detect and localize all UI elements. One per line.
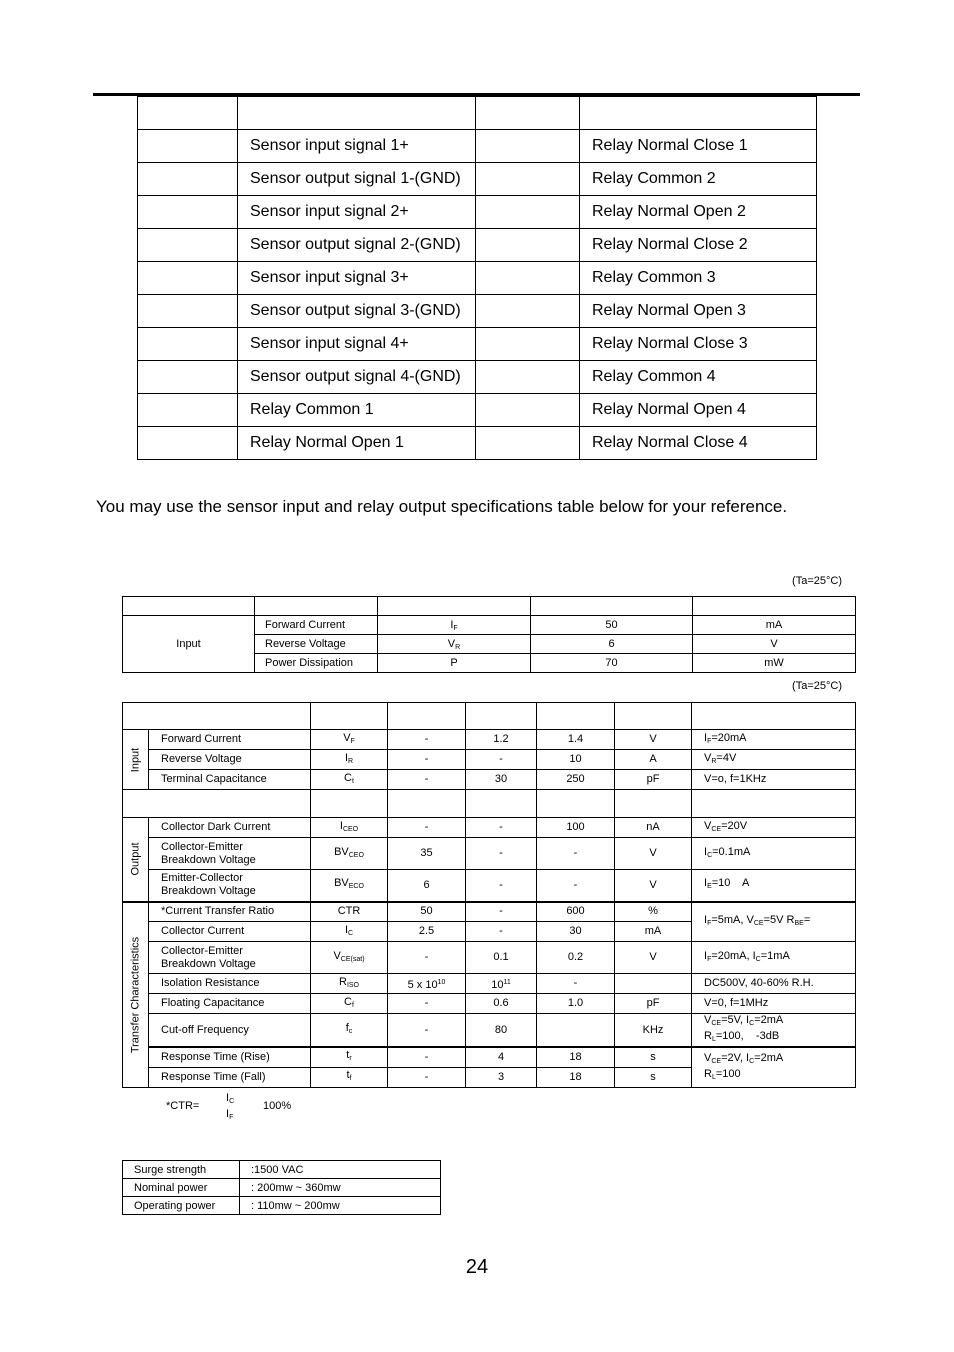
- pin-row: [138, 229, 817, 262]
- eo-symbol: $t_r$: [311, 1047, 388, 1067]
- eo-unit: nA: [615, 818, 692, 838]
- pin-number-right: [476, 196, 580, 229]
- eo-condition-ctr: $I_F=5mA$, $V_{CE}=5V$ $R_{BE}=$: [692, 902, 856, 942]
- eo-symbol: $I_R$: [311, 750, 388, 770]
- eo-typ: -: [466, 838, 537, 870]
- eo-max: 18: [537, 1047, 615, 1067]
- eo-param: Response Time (Fall): [149, 1067, 311, 1087]
- amax-param: Power Dissipation: [255, 654, 378, 673]
- eo-max: 600: [537, 902, 615, 922]
- pin-function-left: Sensor input signal 2+: [238, 196, 476, 229]
- pin-row: [138, 196, 817, 229]
- eo-param: Terminal Capacitance: [149, 770, 311, 790]
- eo-typ: $10^{11}$: [466, 974, 537, 994]
- eo-symbol: $I_C$: [311, 922, 388, 942]
- eo-condition: $I_E=10$ A: [692, 870, 856, 902]
- eo-condition-rt: $V_{CE}=2V$, $I_C=2mA$ $R_L=100$: [692, 1047, 856, 1087]
- transfer-group-label: Transfer Characteristics: [123, 902, 149, 1088]
- pin-number-right: [476, 427, 580, 460]
- eo-symbol: $I_{CEO}$: [311, 818, 388, 838]
- eo-min: -: [388, 818, 466, 838]
- eo-min: -: [388, 1067, 466, 1087]
- eo-max: 250: [537, 770, 615, 790]
- electro-optical-table: [122, 702, 856, 1088]
- eo-symbol: $f_c$: [311, 1014, 388, 1048]
- eo-typ: -: [466, 870, 537, 902]
- eo-max: [537, 1014, 615, 1048]
- pin-number-left: [138, 262, 238, 295]
- pin-function-right: Relay Common 4: [580, 361, 817, 394]
- pin-function-right: [580, 97, 817, 130]
- pin-function-right: Relay Normal Close 4: [580, 427, 817, 460]
- eo-symbol: $V_F$: [311, 730, 388, 750]
- pin-function-left: [238, 97, 476, 130]
- pin-function-left: Sensor input signal 4+: [238, 328, 476, 361]
- eo-max: 100: [537, 818, 615, 838]
- eo-typ: 0.1: [466, 942, 537, 974]
- eo-unit: %: [615, 902, 692, 922]
- eo-min: -: [388, 1047, 466, 1067]
- pin-function-right: Relay Common 3: [580, 262, 817, 295]
- amax-value: 6: [531, 635, 693, 654]
- eo-min: -: [388, 750, 466, 770]
- eo-typ: -: [466, 750, 537, 770]
- eo-max: -: [537, 870, 615, 902]
- eo-unit: V: [615, 730, 692, 750]
- eo-min: -: [388, 770, 466, 790]
- amax-param: Reverse Voltage: [255, 635, 378, 654]
- eo-param: Collector Dark Current: [149, 818, 311, 838]
- eo-symbol: $BV_{ECO}$: [311, 870, 388, 902]
- pin-number-right: [476, 262, 580, 295]
- pin-function-right: Relay Normal Close 1: [580, 130, 817, 163]
- eo-symbol: $t_f$: [311, 1067, 388, 1087]
- amax-unit: mA: [693, 616, 856, 635]
- pin-number-left: [138, 97, 238, 130]
- pin-row: [138, 427, 817, 460]
- eo-symbol: $BV_{CEO}$: [311, 838, 388, 870]
- relay-value: : 200mw ~ 360mw: [240, 1179, 441, 1197]
- pin-row: [138, 97, 817, 130]
- amax-unit: mW: [693, 654, 856, 673]
- eo-min: 2.5: [388, 922, 466, 942]
- eo-symbol: $V_{CE(sat)}$: [311, 942, 388, 974]
- eo-condition: V=o, f=1KHz: [692, 770, 856, 790]
- pin-function-right: Relay Common 2: [580, 163, 817, 196]
- pin-function-left: Sensor output signal 1-(GND): [238, 163, 476, 196]
- input-group-label: Input: [123, 730, 149, 790]
- eo-unit: mA: [615, 922, 692, 942]
- pin-row: [138, 163, 817, 196]
- pin-row: [138, 130, 817, 163]
- amax-symbol: $V_R$: [378, 635, 531, 654]
- pin-number-left: [138, 229, 238, 262]
- eo-unit: A: [615, 750, 692, 770]
- eo-param: Collector-Emitter Breakdown Voltage: [149, 942, 311, 974]
- pin-number-right: [476, 394, 580, 427]
- eo-param: *Current Transfer Ratio: [149, 902, 311, 922]
- amax-symbol: P: [378, 654, 531, 673]
- eo-param: Collector-Emitter Breakdown Voltage: [149, 838, 311, 870]
- eo-min: -: [388, 942, 466, 974]
- eo-unit: V: [615, 870, 692, 902]
- eo-typ: -: [466, 818, 537, 838]
- pin-number-right: [476, 97, 580, 130]
- eo-param: Reverse Voltage: [149, 750, 311, 770]
- pin-number-left: [138, 328, 238, 361]
- eo-param: Cut-off Frequency: [149, 1014, 311, 1048]
- eo-symbol: $R_{ISO}$: [311, 974, 388, 994]
- pin-number-right: [476, 163, 580, 196]
- eo-unit: KHz: [615, 1014, 692, 1048]
- eo-condition: V=0, f=1MHz: [692, 994, 856, 1014]
- eo-max: 18: [537, 1067, 615, 1087]
- pin-row: [138, 394, 817, 427]
- eo-unit: pF: [615, 770, 692, 790]
- eo-max: -: [537, 838, 615, 870]
- page-number: 24: [465, 1256, 489, 1278]
- eo-unit: pF: [615, 994, 692, 1014]
- eo-typ: -: [466, 922, 537, 942]
- eo-max: 0.2: [537, 942, 615, 974]
- eo-max: 10: [537, 750, 615, 770]
- eo-condition: $V_{CE}=20V$: [692, 818, 856, 838]
- eo-param: Collector Current: [149, 922, 311, 942]
- eo-min: 6: [388, 870, 466, 902]
- pin-function-left: Sensor input signal 1+: [238, 130, 476, 163]
- eo-min: 50: [388, 902, 466, 922]
- pin-function-left: Sensor output signal 3-(GND): [238, 295, 476, 328]
- eo-typ: 4: [466, 1047, 537, 1067]
- temperature-note: (Ta=25°C): [792, 680, 842, 692]
- eo-param: Response Time (Rise): [149, 1047, 311, 1067]
- eo-typ: 0.6: [466, 994, 537, 1014]
- eo-unit: [615, 974, 692, 994]
- amax-param: Forward Current: [255, 616, 378, 635]
- amax-unit: V: [693, 635, 856, 654]
- pin-function-left: Relay Common 1: [238, 394, 476, 427]
- eo-symbol: $C_t$: [311, 770, 388, 790]
- eo-max: 1.0: [537, 994, 615, 1014]
- relay-label: Nominal power: [123, 1179, 240, 1197]
- eo-condition-fc: $V_{CE}=5V$, $I_C=2mA$ $R_L=100$, -3dB: [692, 1014, 856, 1048]
- pin-function-left: Relay Normal Open 1: [238, 427, 476, 460]
- eo-condition: $I_F=20mA$, $I_C=1mA$: [692, 942, 856, 974]
- pin-number-right: [476, 328, 580, 361]
- eo-min: 35: [388, 838, 466, 870]
- eo-condition: $V_R=4V$: [692, 750, 856, 770]
- eo-min: -: [388, 730, 466, 750]
- pin-function-left: Sensor output signal 2-(GND): [238, 229, 476, 262]
- pin-number-left: [138, 163, 238, 196]
- pin-number-right: [476, 229, 580, 262]
- pin-function-left: Sensor output signal 4-(GND): [238, 361, 476, 394]
- pin-function-right: Relay Normal Open 2: [580, 196, 817, 229]
- pin-function-right: Relay Normal Close 2: [580, 229, 817, 262]
- temperature-note: (Ta=25°C): [792, 575, 842, 587]
- eo-param: Emitter-Collector Breakdown Voltage: [149, 870, 311, 902]
- relay-spec-table: [122, 1160, 441, 1215]
- ctr-factor: 100%: [263, 1100, 292, 1112]
- amax-symbol: $I_F$: [378, 616, 531, 635]
- relay-label: Surge strength: [123, 1161, 240, 1179]
- eo-param: Floating Capacitance: [149, 994, 311, 1014]
- absolute-max-table: [122, 596, 856, 673]
- eo-param: Isolation Resistance: [149, 974, 311, 994]
- eo-typ: 1.2: [466, 730, 537, 750]
- pin-row: [138, 262, 817, 295]
- eo-symbol: CTR: [311, 902, 388, 922]
- eo-min: -: [388, 994, 466, 1014]
- eo-max: 30: [537, 922, 615, 942]
- eo-symbol: $C_f$: [311, 994, 388, 1014]
- eo-typ: 30: [466, 770, 537, 790]
- pin-function-right: Relay Normal Close 3: [580, 328, 817, 361]
- pin-function-left: Sensor input signal 3+: [238, 262, 476, 295]
- eo-typ: -: [466, 902, 537, 922]
- pin-row: [138, 361, 817, 394]
- pin-number-left: [138, 394, 238, 427]
- intro-text: You may use the sensor input and relay output specifications table below for your reference.: [96, 497, 788, 516]
- pin-number-left: [138, 295, 238, 328]
- amax-group-label: Input: [123, 616, 255, 673]
- relay-label: Operating power: [123, 1197, 240, 1215]
- eo-typ: 3: [466, 1067, 537, 1087]
- pin-function-right: Relay Normal Open 4: [580, 394, 817, 427]
- relay-value: :1500 VAC: [240, 1161, 441, 1179]
- eo-unit: s: [615, 1067, 692, 1087]
- pin-row: [138, 328, 817, 361]
- eo-max: -: [537, 974, 615, 994]
- eo-unit: V: [615, 942, 692, 974]
- pin-assignment-table: [137, 96, 817, 460]
- eo-max: 1.4: [537, 730, 615, 750]
- eo-min: 5 x $10^{10}$: [388, 974, 466, 994]
- pin-row: [138, 295, 817, 328]
- ctr-denominator: $I_F$: [226, 1108, 234, 1121]
- eo-condition: $I_C=0.1mA$: [692, 838, 856, 870]
- relay-value: : 110mw ~ 200mw: [240, 1197, 441, 1215]
- ctr-label: *CTR=: [166, 1100, 200, 1112]
- eo-typ: 80: [466, 1014, 537, 1048]
- eo-condition: $I_F=20mA$: [692, 730, 856, 750]
- pin-number-left: [138, 361, 238, 394]
- pin-number-left: [138, 196, 238, 229]
- eo-unit: V: [615, 838, 692, 870]
- eo-min: -: [388, 1014, 466, 1048]
- ctr-numerator: $I_C$: [226, 1092, 235, 1105]
- amax-value: 70: [531, 654, 693, 673]
- output-group-label: Output: [123, 818, 149, 902]
- pin-number-left: [138, 130, 238, 163]
- amax-value: 50: [531, 616, 693, 635]
- pin-number-right: [476, 295, 580, 328]
- pin-number-right: [476, 361, 580, 394]
- pin-function-right: Relay Normal Open 3: [580, 295, 817, 328]
- eo-unit: s: [615, 1047, 692, 1067]
- pin-number-right: [476, 130, 580, 163]
- eo-param: Forward Current: [149, 730, 311, 750]
- pin-number-left: [138, 427, 238, 460]
- eo-condition: DC500V, 40-60% R.H.: [692, 974, 856, 994]
